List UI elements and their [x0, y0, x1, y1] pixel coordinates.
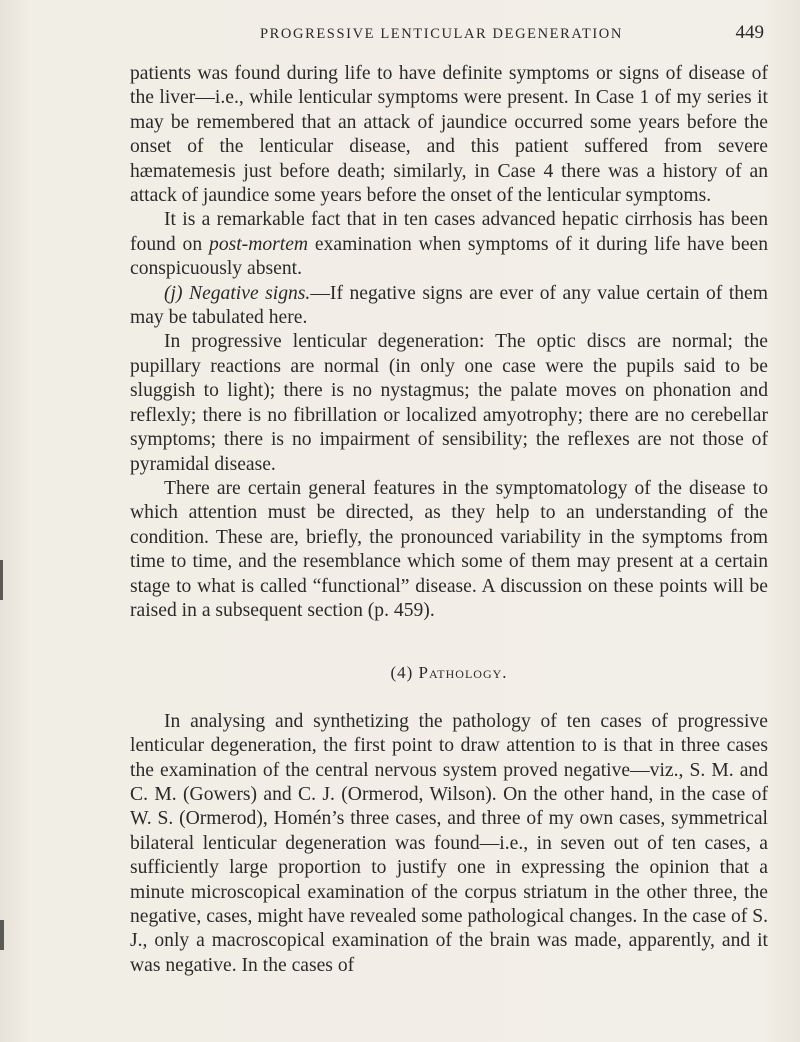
body-text: [130, 62, 768, 978]
subsection-title: Negative signs.: [189, 282, 311, 304]
page-header: [130, 22, 770, 48]
page-number: 449: [735, 22, 764, 43]
paragraph-negative-signs-list: In progressive lenticular degeneration: The optic discs are normal; the pupillary reactions are normal (in only one case were the pupils said to be sluggish to light); there is no nystagmus; the palate moves on phonation and reflexly; there is no fibrillation or localized amyotrophy; there are no cerebellar symptoms; there is no impairment of sensibility; the reflexes are not those of pyramidal disease.: [130, 331, 768, 475]
paragraph-pathology: In analysing and synthetizing the pathology of ten cases of progressive lenticular degeneration, the first point to draw attention to is that in three cases the examination of the central nervous system proved negative—viz., S. M. and C. M. (Gowers) and C. J. (Ormerod, Wilson). On the other hand, in the case of W. S. (Ormerod), Homén’s three cases, and three of my own cases, symmetrical bilateral lenticular degeneration was found—i.e., in seven out of ten cases, a sufficiently large proportion to justify one in expressing the opinion that a minute microscopical examination of the corpus striatum in the other three, the negative, cases, might have revealed some pathological changes. In the case of S. J., only a macroscopical examination of the brain was made, apparently, and it was negative. In the cases of: [130, 710, 768, 976]
section-number: (4): [390, 663, 414, 683]
paragraph-general-features: There are certain general features in the symptomatology of the disease to which attention must be directed, as they help to an understanding of the condition. These are, briefly, the pronounced variability in the symptoms from time to time, and the resemblance which some of them may present at a certain stage to what is called “functional” disease. A discussion on these points will be raised in a subsequent section (p. 459).: [130, 477, 768, 621]
paragraph-negative-signs-intro: [130, 282, 768, 331]
subsection-marker: (j): [164, 282, 183, 304]
scan-edge-mark: [0, 920, 4, 950]
scan-edge-mark: [0, 560, 3, 600]
paragraph-liver-symptoms: patients was found during life to have definite symptoms or signs of disease of the liver—i.e., while lenticular symptoms were present. In Case 1 of my series it may be remembered that an attack of jaundice occurred some years before the onset of the lenticular disease, and this patient suffered from severe hæmatemesis just before death; similarly, in Case 4 there was a history of an attack of jaundice some years before the onset of the lenticular symptoms.: [130, 63, 768, 207]
running-title: PROGRESSIVE LENTICULAR DEGENERATION: [260, 26, 623, 42]
p2-before: It is a remarkable fact that in ten cases advanced hepatic cirrhosis has been found on: [130, 209, 768, 255]
section-title: Pathology.: [418, 663, 508, 683]
p2-after: examination when symptoms of it during life have been conspicuously absent.: [130, 233, 769, 280]
p3-after: —If negative signs are ever of any value certain of them may be tabulated here.: [130, 282, 768, 329]
p2-italic-term: post-mortem: [209, 233, 309, 255]
section-heading: [130, 661, 768, 685]
paragraph-hepatic-cirrhosis: [130, 208, 768, 281]
